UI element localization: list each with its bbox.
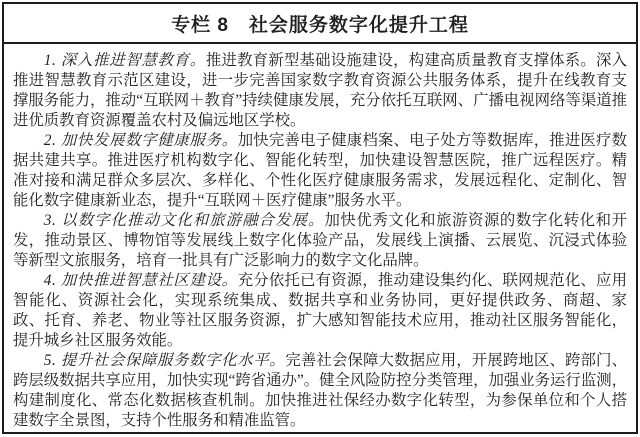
paragraph-1-lead: 1. 深入推进智慧教育。 (43, 52, 206, 69)
paragraph-4 (13, 271, 627, 351)
paragraph-2-lead: 2. 加快发展数字健康服务。 (43, 132, 238, 149)
column-body (4, 44, 636, 432)
paragraph-1 (13, 51, 627, 131)
paragraph-4-lead: 4. 加快推进智慧社区建设。 (43, 272, 238, 289)
paragraph-3 (13, 211, 627, 271)
paragraph-2 (13, 131, 627, 211)
paragraph-5 (13, 351, 627, 431)
paragraph-5-text: 完善社会保障大数据应用，开展跨地区、跨部门、跨层级数据共享应用，加快实现“跨省通办”。健全风险防控分类管理，加强业务运行监测，构建制度化、常态化数据核查机制。加快推进社保经办数字化转型，为参保单位和个人搭建数字全景图，支持个性服务和精准监管。 (13, 352, 627, 429)
paragraph-3-lead: 3. 以数字化推动文化和旅游融合发展。 (43, 212, 325, 229)
paragraph-5-lead: 5. 提升社会保障服务数字化水平。 (43, 352, 286, 369)
paragraph-2-text: 加快完善电子健康档案、电子处方等数据库，推进医疗数据共建共享。推进医疗机构数字化、智能化转型，加快建设智慧医院，推广远程医疗。精准对接和满足群众多层次、多样化、个性化医疗健康服务需求，发展远程化、定制化、智能化数字健康新业态，提升“互联网＋医疗健康”服务水平。 (13, 132, 627, 209)
paragraph-4-text: 充分依托已有资源，推动建设集约化、联网规范化、应用智能化、资源社会化，实现系统集成、数据共享和业务协同，更好提供政务、商超、家政、托育、养老、物业等社区服务资源，扩大感知智能技术应用，推动社区服务智能化，提升城乡社区服务效能。 (13, 272, 627, 349)
paragraph-3-text: 加快优秀文化和旅游资源的数字化转化和开发，推动景区、博物馆等发展线上数字化体验产品，发展线上演播、云展览、沉浸式体验等新型文旅服务，培育一批具有广泛影响力的数字文化品牌。 (13, 212, 627, 269)
column-box (2, 2, 638, 434)
paragraph-1-text: 推进教育新型基础设施建设，构建高质量教育支撑体系。深入推进智慧教育示范区建设，进一步完善国家数字教育资源公共服务体系，提升在线教育支撑服务能力，推动“互联网＋教育”持续健康发展，充分依托互联网、广播电视网络等渠道推进优质教育资源覆盖农村及偏远地区学校。 (13, 52, 627, 129)
column-title: 专栏 8 社会服务数字化提升工程 (4, 4, 636, 44)
